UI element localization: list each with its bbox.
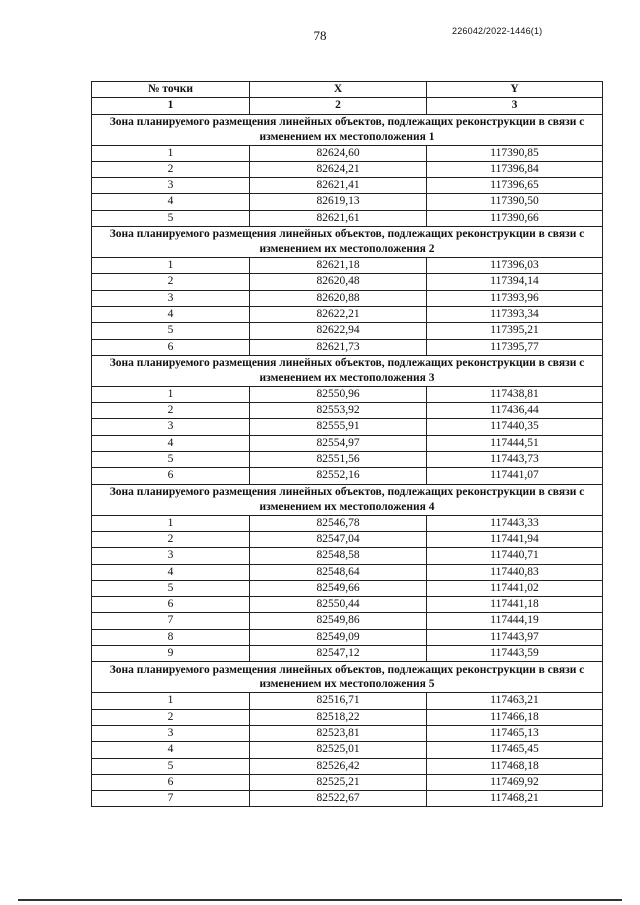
table-row xyxy=(92,629,603,645)
point-number-cell: 6 xyxy=(92,774,250,790)
table-row xyxy=(92,274,603,290)
table-row xyxy=(92,258,603,274)
y-coordinate-cell: 117441,94 xyxy=(427,531,603,547)
y-coordinate-cell: 117436,44 xyxy=(427,403,603,419)
point-number-cell: 2 xyxy=(92,403,250,419)
point-number-cell: 3 xyxy=(92,725,250,741)
x-coordinate-cell: 82621,41 xyxy=(250,178,427,194)
x-coordinate-cell: 82624,60 xyxy=(250,145,427,161)
table-row xyxy=(92,774,603,790)
y-coordinate-cell: 117440,35 xyxy=(427,419,603,435)
table-row xyxy=(92,210,603,226)
table-body xyxy=(92,114,603,807)
x-coordinate-cell: 82550,44 xyxy=(250,597,427,613)
zone-header-row xyxy=(92,114,603,145)
point-number-cell: 1 xyxy=(92,515,250,531)
x-coordinate-cell: 82621,61 xyxy=(250,210,427,226)
table-header xyxy=(92,82,603,115)
table-row xyxy=(92,435,603,451)
y-coordinate-cell: 117395,77 xyxy=(427,339,603,355)
y-coordinate-cell: 117395,21 xyxy=(427,323,603,339)
column-index: 1 xyxy=(92,98,250,114)
y-coordinate-cell: 117394,14 xyxy=(427,274,603,290)
y-coordinate-cell: 117441,18 xyxy=(427,597,603,613)
y-coordinate-cell: 117466,18 xyxy=(427,709,603,725)
point-number-cell: 6 xyxy=(92,468,250,484)
point-number-cell: 5 xyxy=(92,758,250,774)
x-coordinate-cell: 82549,86 xyxy=(250,613,427,629)
point-number-cell: 2 xyxy=(92,161,250,177)
point-number-cell: 4 xyxy=(92,435,250,451)
zone-title: Зона планируемого размещения линейных объектов, подлежащих реконструкции в связи с изменением их местоположения 5 xyxy=(92,662,603,693)
table-row xyxy=(92,548,603,564)
column-index: 3 xyxy=(427,98,603,114)
table-row xyxy=(92,758,603,774)
table-row xyxy=(92,306,603,322)
point-number-cell: 2 xyxy=(92,531,250,547)
point-number-cell: 3 xyxy=(92,178,250,194)
y-coordinate-cell: 117393,34 xyxy=(427,306,603,322)
header-point-number: № точки xyxy=(92,82,250,98)
y-coordinate-cell: 117468,18 xyxy=(427,758,603,774)
column-index-row xyxy=(92,98,603,114)
x-coordinate-cell: 82552,16 xyxy=(250,468,427,484)
zone-header-row xyxy=(92,484,603,515)
table-row xyxy=(92,145,603,161)
y-coordinate-cell: 117438,81 xyxy=(427,386,603,402)
x-coordinate-cell: 82624,21 xyxy=(250,161,427,177)
y-coordinate-cell: 117440,71 xyxy=(427,548,603,564)
x-coordinate-cell: 82620,88 xyxy=(250,290,427,306)
y-coordinate-cell: 117443,73 xyxy=(427,452,603,468)
table-row xyxy=(92,646,603,662)
column-index: 2 xyxy=(250,98,427,114)
table-row xyxy=(92,693,603,709)
x-coordinate-cell: 82547,04 xyxy=(250,531,427,547)
y-coordinate-cell: 117440,83 xyxy=(427,564,603,580)
point-number-cell: 8 xyxy=(92,629,250,645)
x-coordinate-cell: 82554,97 xyxy=(250,435,427,451)
x-coordinate-cell: 82548,58 xyxy=(250,548,427,564)
y-coordinate-cell: 117443,33 xyxy=(427,515,603,531)
x-coordinate-cell: 82518,22 xyxy=(250,709,427,725)
page-number: 78 xyxy=(313,28,327,43)
point-number-cell: 2 xyxy=(92,274,250,290)
table-row xyxy=(92,580,603,596)
point-number-cell: 5 xyxy=(92,580,250,596)
zone-title: Зона планируемого размещения линейных объектов, подлежащих реконструкции в связи с изменением их местоположения 1 xyxy=(92,114,603,145)
y-coordinate-cell: 117441,02 xyxy=(427,580,603,596)
coordinates-table xyxy=(91,81,603,807)
table-row xyxy=(92,709,603,725)
point-number-cell: 1 xyxy=(92,145,250,161)
table-row xyxy=(92,725,603,741)
x-coordinate-cell: 82621,73 xyxy=(250,339,427,355)
point-number-cell: 6 xyxy=(92,597,250,613)
point-number-cell: 7 xyxy=(92,791,250,807)
y-coordinate-cell: 117396,65 xyxy=(427,178,603,194)
point-number-cell: 1 xyxy=(92,386,250,402)
table-row xyxy=(92,613,603,629)
y-coordinate-cell: 117444,19 xyxy=(427,613,603,629)
y-coordinate-cell: 117390,66 xyxy=(427,210,603,226)
point-number-cell: 3 xyxy=(92,419,250,435)
y-coordinate-cell: 117468,21 xyxy=(427,791,603,807)
table-row xyxy=(92,468,603,484)
x-coordinate-cell: 82622,94 xyxy=(250,323,427,339)
x-coordinate-cell: 82526,42 xyxy=(250,758,427,774)
table-row xyxy=(92,178,603,194)
x-coordinate-cell: 82619,13 xyxy=(250,194,427,210)
y-coordinate-cell: 117393,96 xyxy=(427,290,603,306)
point-number-cell: 4 xyxy=(92,564,250,580)
table-row xyxy=(92,386,603,402)
x-coordinate-cell: 82522,67 xyxy=(250,791,427,807)
y-coordinate-cell: 117443,59 xyxy=(427,646,603,662)
point-number-cell: 4 xyxy=(92,742,250,758)
point-number-cell: 5 xyxy=(92,323,250,339)
x-coordinate-cell: 82523,81 xyxy=(250,725,427,741)
table-row xyxy=(92,290,603,306)
y-coordinate-cell: 117465,13 xyxy=(427,725,603,741)
table-row xyxy=(92,791,603,807)
y-coordinate-cell: 117396,84 xyxy=(427,161,603,177)
zone-header-row xyxy=(92,662,603,693)
point-number-cell: 6 xyxy=(92,339,250,355)
table-row xyxy=(92,339,603,355)
y-coordinate-cell: 117396,03 xyxy=(427,258,603,274)
y-coordinate-cell: 117390,85 xyxy=(427,145,603,161)
x-coordinate-cell: 82553,92 xyxy=(250,403,427,419)
x-coordinate-cell: 82525,01 xyxy=(250,742,427,758)
y-coordinate-cell: 117444,51 xyxy=(427,435,603,451)
point-number-cell: 1 xyxy=(92,258,250,274)
x-coordinate-cell: 82549,09 xyxy=(250,629,427,645)
point-number-cell: 3 xyxy=(92,548,250,564)
point-number-cell: 3 xyxy=(92,290,250,306)
x-coordinate-cell: 82549,66 xyxy=(250,580,427,596)
table-row xyxy=(92,515,603,531)
table-row xyxy=(92,419,603,435)
x-coordinate-cell: 82620,48 xyxy=(250,274,427,290)
table-row xyxy=(92,564,603,580)
table-row xyxy=(92,323,603,339)
table-row xyxy=(92,161,603,177)
point-number-cell: 1 xyxy=(92,693,250,709)
x-coordinate-cell: 82622,21 xyxy=(250,306,427,322)
x-coordinate-cell: 82551,56 xyxy=(250,452,427,468)
header-y: Y xyxy=(427,82,603,98)
header-row xyxy=(92,82,603,98)
table-row xyxy=(92,452,603,468)
bottom-divider xyxy=(18,899,622,901)
table-row xyxy=(92,597,603,613)
x-coordinate-cell: 82555,91 xyxy=(250,419,427,435)
point-number-cell: 2 xyxy=(92,709,250,725)
x-coordinate-cell: 82547,12 xyxy=(250,646,427,662)
x-coordinate-cell: 82550,96 xyxy=(250,386,427,402)
header-x: X xyxy=(250,82,427,98)
y-coordinate-cell: 117443,97 xyxy=(427,629,603,645)
table-row xyxy=(92,531,603,547)
x-coordinate-cell: 82516,71 xyxy=(250,693,427,709)
document-id: 226042/2022-1446(1) xyxy=(452,26,543,36)
x-coordinate-cell: 82621,18 xyxy=(250,258,427,274)
y-coordinate-cell: 117441,07 xyxy=(427,468,603,484)
point-number-cell: 4 xyxy=(92,194,250,210)
table-row xyxy=(92,742,603,758)
x-coordinate-cell: 82548,64 xyxy=(250,564,427,580)
y-coordinate-cell: 117390,50 xyxy=(427,194,603,210)
x-coordinate-cell: 82525,21 xyxy=(250,774,427,790)
y-coordinate-cell: 117465,45 xyxy=(427,742,603,758)
zone-title: Зона планируемого размещения линейных объектов, подлежащих реконструкции в связи с изменением их местоположения 4 xyxy=(92,484,603,515)
point-number-cell: 5 xyxy=(92,210,250,226)
zone-header-row xyxy=(92,227,603,258)
y-coordinate-cell: 117469,92 xyxy=(427,774,603,790)
table-row xyxy=(92,403,603,419)
point-number-cell: 7 xyxy=(92,613,250,629)
point-number-cell: 9 xyxy=(92,646,250,662)
point-number-cell: 5 xyxy=(92,452,250,468)
point-number-cell: 4 xyxy=(92,306,250,322)
y-coordinate-cell: 117463,21 xyxy=(427,693,603,709)
zone-title: Зона планируемого размещения линейных объектов, подлежащих реконструкции в связи с изменением их местоположения 3 xyxy=(92,355,603,386)
zone-title: Зона планируемого размещения линейных объектов, подлежащих реконструкции в связи с изменением их местоположения 2 xyxy=(92,227,603,258)
zone-header-row xyxy=(92,355,603,386)
table-row xyxy=(92,194,603,210)
x-coordinate-cell: 82546,78 xyxy=(250,515,427,531)
